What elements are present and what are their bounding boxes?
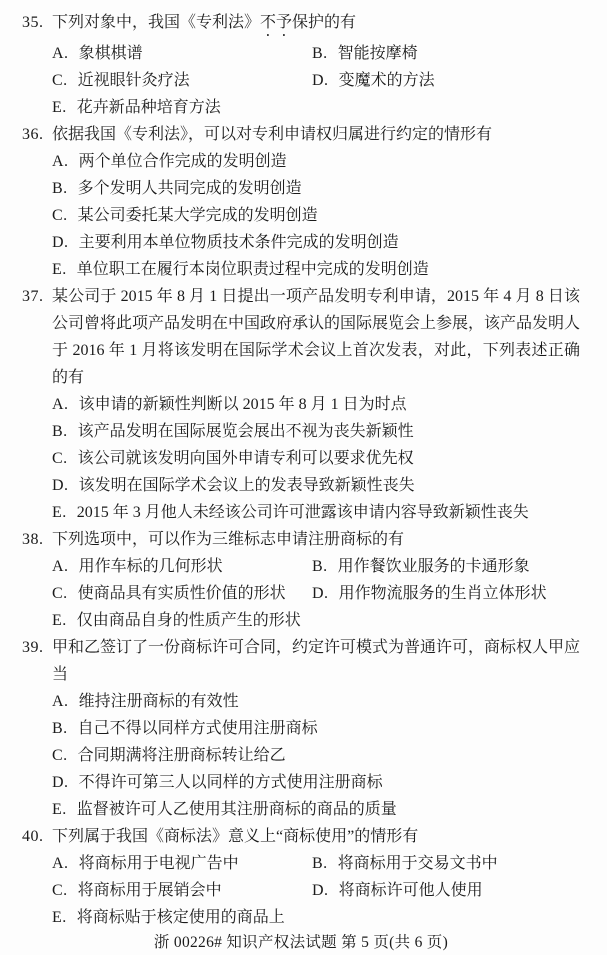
option-36-C [52,202,318,229]
question-number: 36. [22,126,44,143]
option-38-A [52,553,312,580]
option-35-C [52,67,312,94]
option-text: 智能按摩椅 [337,45,418,62]
option-text: 2015 年 3 月他人未经该公司许可泄露该申请内容导致新颖性丧失 [76,504,529,521]
option-row [52,877,580,904]
option-row [52,391,580,418]
question-number: 37. [22,288,44,305]
option-37-E [52,499,529,526]
option-37-D [52,472,415,499]
option-row [52,904,580,931]
option-text: 将商标贴于核定使用的商品上 [76,909,285,926]
option-label: B. [312,45,328,62]
question-35 [22,9,580,121]
option-label: C. [52,882,68,899]
option-text: 将商标用于交易文书中 [337,855,498,872]
option-40-B [312,850,498,877]
option-label: D. [52,477,69,494]
question-40 [22,823,580,931]
option-label: C. [52,207,68,224]
option-label: B. [312,855,328,872]
option-row [52,229,580,256]
option-text: 两个单位合作完成的发明创造 [78,153,287,170]
option-35-D [312,67,435,94]
question-stem: 甲和乙签订了一份商标许可合同，约定许可模式为普通许可，商标权人甲应当 [52,639,581,683]
option-37-B [52,418,414,445]
question-39 [22,634,580,823]
option-38-E [52,607,301,634]
option-row [52,499,580,526]
option-row [52,715,580,742]
option-row [52,67,580,94]
option-row [52,202,580,229]
option-38-D [312,580,547,607]
option-label: C. [52,450,68,467]
option-39-B [52,715,318,742]
option-text: 该申请的新颖性判断以 2015 年 8 月 1 日为时点 [78,396,407,413]
option-row [52,256,580,283]
option-35-B [312,40,418,67]
option-label: D. [52,234,69,251]
option-text: 合同期满将注册商标转让给乙 [77,747,286,764]
question-stem [52,9,580,40]
option-row [52,175,580,202]
option-40-C [52,877,312,904]
option-row [52,418,580,445]
option-row [52,148,580,175]
option-text: 该发明在国际学术会议上的发表导致新颖性丧失 [78,477,415,494]
option-label: E. [52,612,67,629]
stem-text-post: 保护的有 [292,14,357,31]
option-text: 将商标用于展销会中 [77,882,222,899]
option-text: 监督被许可人乙使用其注册商标的商品的质量 [76,801,397,818]
option-text: 该产品发明在国际展览会展出不视为丧失新颖性 [77,423,414,440]
option-label: E. [52,801,67,818]
question-stem: 下列选项中，可以作为三维标志申请注册商标的有 [52,531,405,548]
question-38 [22,526,580,634]
option-label: D. [312,72,329,89]
option-37-C [52,445,414,472]
question-stem: 某公司于 2015 年 8 月 1 日提出一项产品发明专利申请，2015 年 4 月 8 日该公司曾将此项产品发明在中国政府承认的国际展览会上参展，该产品发明人于 2016 年 1 月将该发明在国际学术会议上首次发表，对此，下列表述正确的有 [52,288,581,386]
option-label: B. [52,180,68,197]
option-text: 使商品具有实质性价值的形状 [77,585,286,602]
option-row [52,94,580,121]
option-text: 用作餐饮业服务的卡通形象 [337,558,530,575]
option-label: B. [312,558,328,575]
option-row [52,796,580,823]
option-text: 不得许可第三人以同样的方式使用注册商标 [78,774,383,791]
option-text: 将商标许可他人使用 [338,882,483,899]
option-text: 单位职工在履行本岗位职责过程中完成的发明创造 [76,261,429,278]
option-text: 将商标用于电视广告中 [78,855,239,872]
stem-text-pre: 下列对象中，我国《专利法》 [52,14,261,31]
option-40-E [52,904,285,931]
option-row [52,580,580,607]
option-row [52,742,580,769]
option-35-A [52,40,312,67]
option-38-B [312,553,530,580]
option-text: 自己不得以同样方式使用注册商标 [77,720,318,737]
question-stem: 依据我国《专利法》，可以对专利申请权归属进行约定的情形有 [52,126,493,143]
option-text: 某公司委托某大学完成的发明创造 [77,207,318,224]
option-text: 用作物流服务的生肖立体形状 [338,585,547,602]
question-36 [22,121,580,283]
page-footer: 浙 00226# 知识产权法试题 第 5 页(共 6 页) [153,934,449,951]
option-35-E [52,94,221,121]
option-row [52,553,580,580]
option-label: A. [52,693,69,710]
question-number: 40. [22,828,44,845]
option-38-C [52,580,312,607]
option-label: B. [52,423,68,440]
option-text: 近视眼针灸疗法 [77,72,190,89]
option-label: E. [52,504,67,521]
option-row [52,769,580,796]
question-number: 35. [22,14,44,31]
option-text: 主要利用本单位物质技术条件完成的发明创造 [78,234,399,251]
option-label: D. [52,774,69,791]
option-text: 变魔术的方法 [338,72,435,89]
option-label: C. [52,747,68,764]
option-label: A. [52,855,69,872]
option-label: D. [312,882,329,899]
option-row [52,850,580,877]
option-36-A [52,148,287,175]
option-text: 仅由商品自身的性质产生的形状 [76,612,301,629]
option-36-D [52,229,399,256]
question-stem: 下列属于我国《商标法》意义上“商标使用”的情形有 [52,828,419,845]
option-39-C [52,742,286,769]
option-label: C. [52,72,68,89]
option-36-E [52,256,429,283]
option-text: 维持注册商标的有效性 [78,693,239,710]
option-36-B [52,175,302,202]
option-label: B. [52,720,68,737]
option-text: 多个发明人共同完成的发明创造 [77,180,302,197]
question-37 [22,283,580,526]
option-label: A. [52,45,69,62]
option-row [52,607,580,634]
question-number: 38. [22,531,44,548]
option-37-A [52,391,407,418]
option-text: 用作车标的几何形状 [78,558,223,575]
option-39-A [52,688,239,715]
stem-text-emphasized: 不予 [260,14,293,31]
option-text: 该公司就该发明向国外申请专利可以要求优先权 [77,450,414,467]
option-39-E [52,796,397,823]
option-label: A. [52,558,69,575]
option-text: 象棋棋谱 [78,45,143,62]
option-label: A. [52,396,69,413]
option-row [52,472,580,499]
option-label: C. [52,585,68,602]
option-row [52,445,580,472]
option-label: E. [52,261,67,278]
option-label: D. [312,585,329,602]
option-40-A [52,850,312,877]
option-label: A. [52,153,69,170]
option-39-D [52,769,383,796]
option-label: E. [52,99,67,116]
question-number: 39. [22,639,44,656]
option-40-D [312,877,483,904]
option-label: E. [52,909,67,926]
option-row [52,688,580,715]
option-text: 花卉新品种培育方法 [76,99,221,116]
option-row [52,40,580,67]
